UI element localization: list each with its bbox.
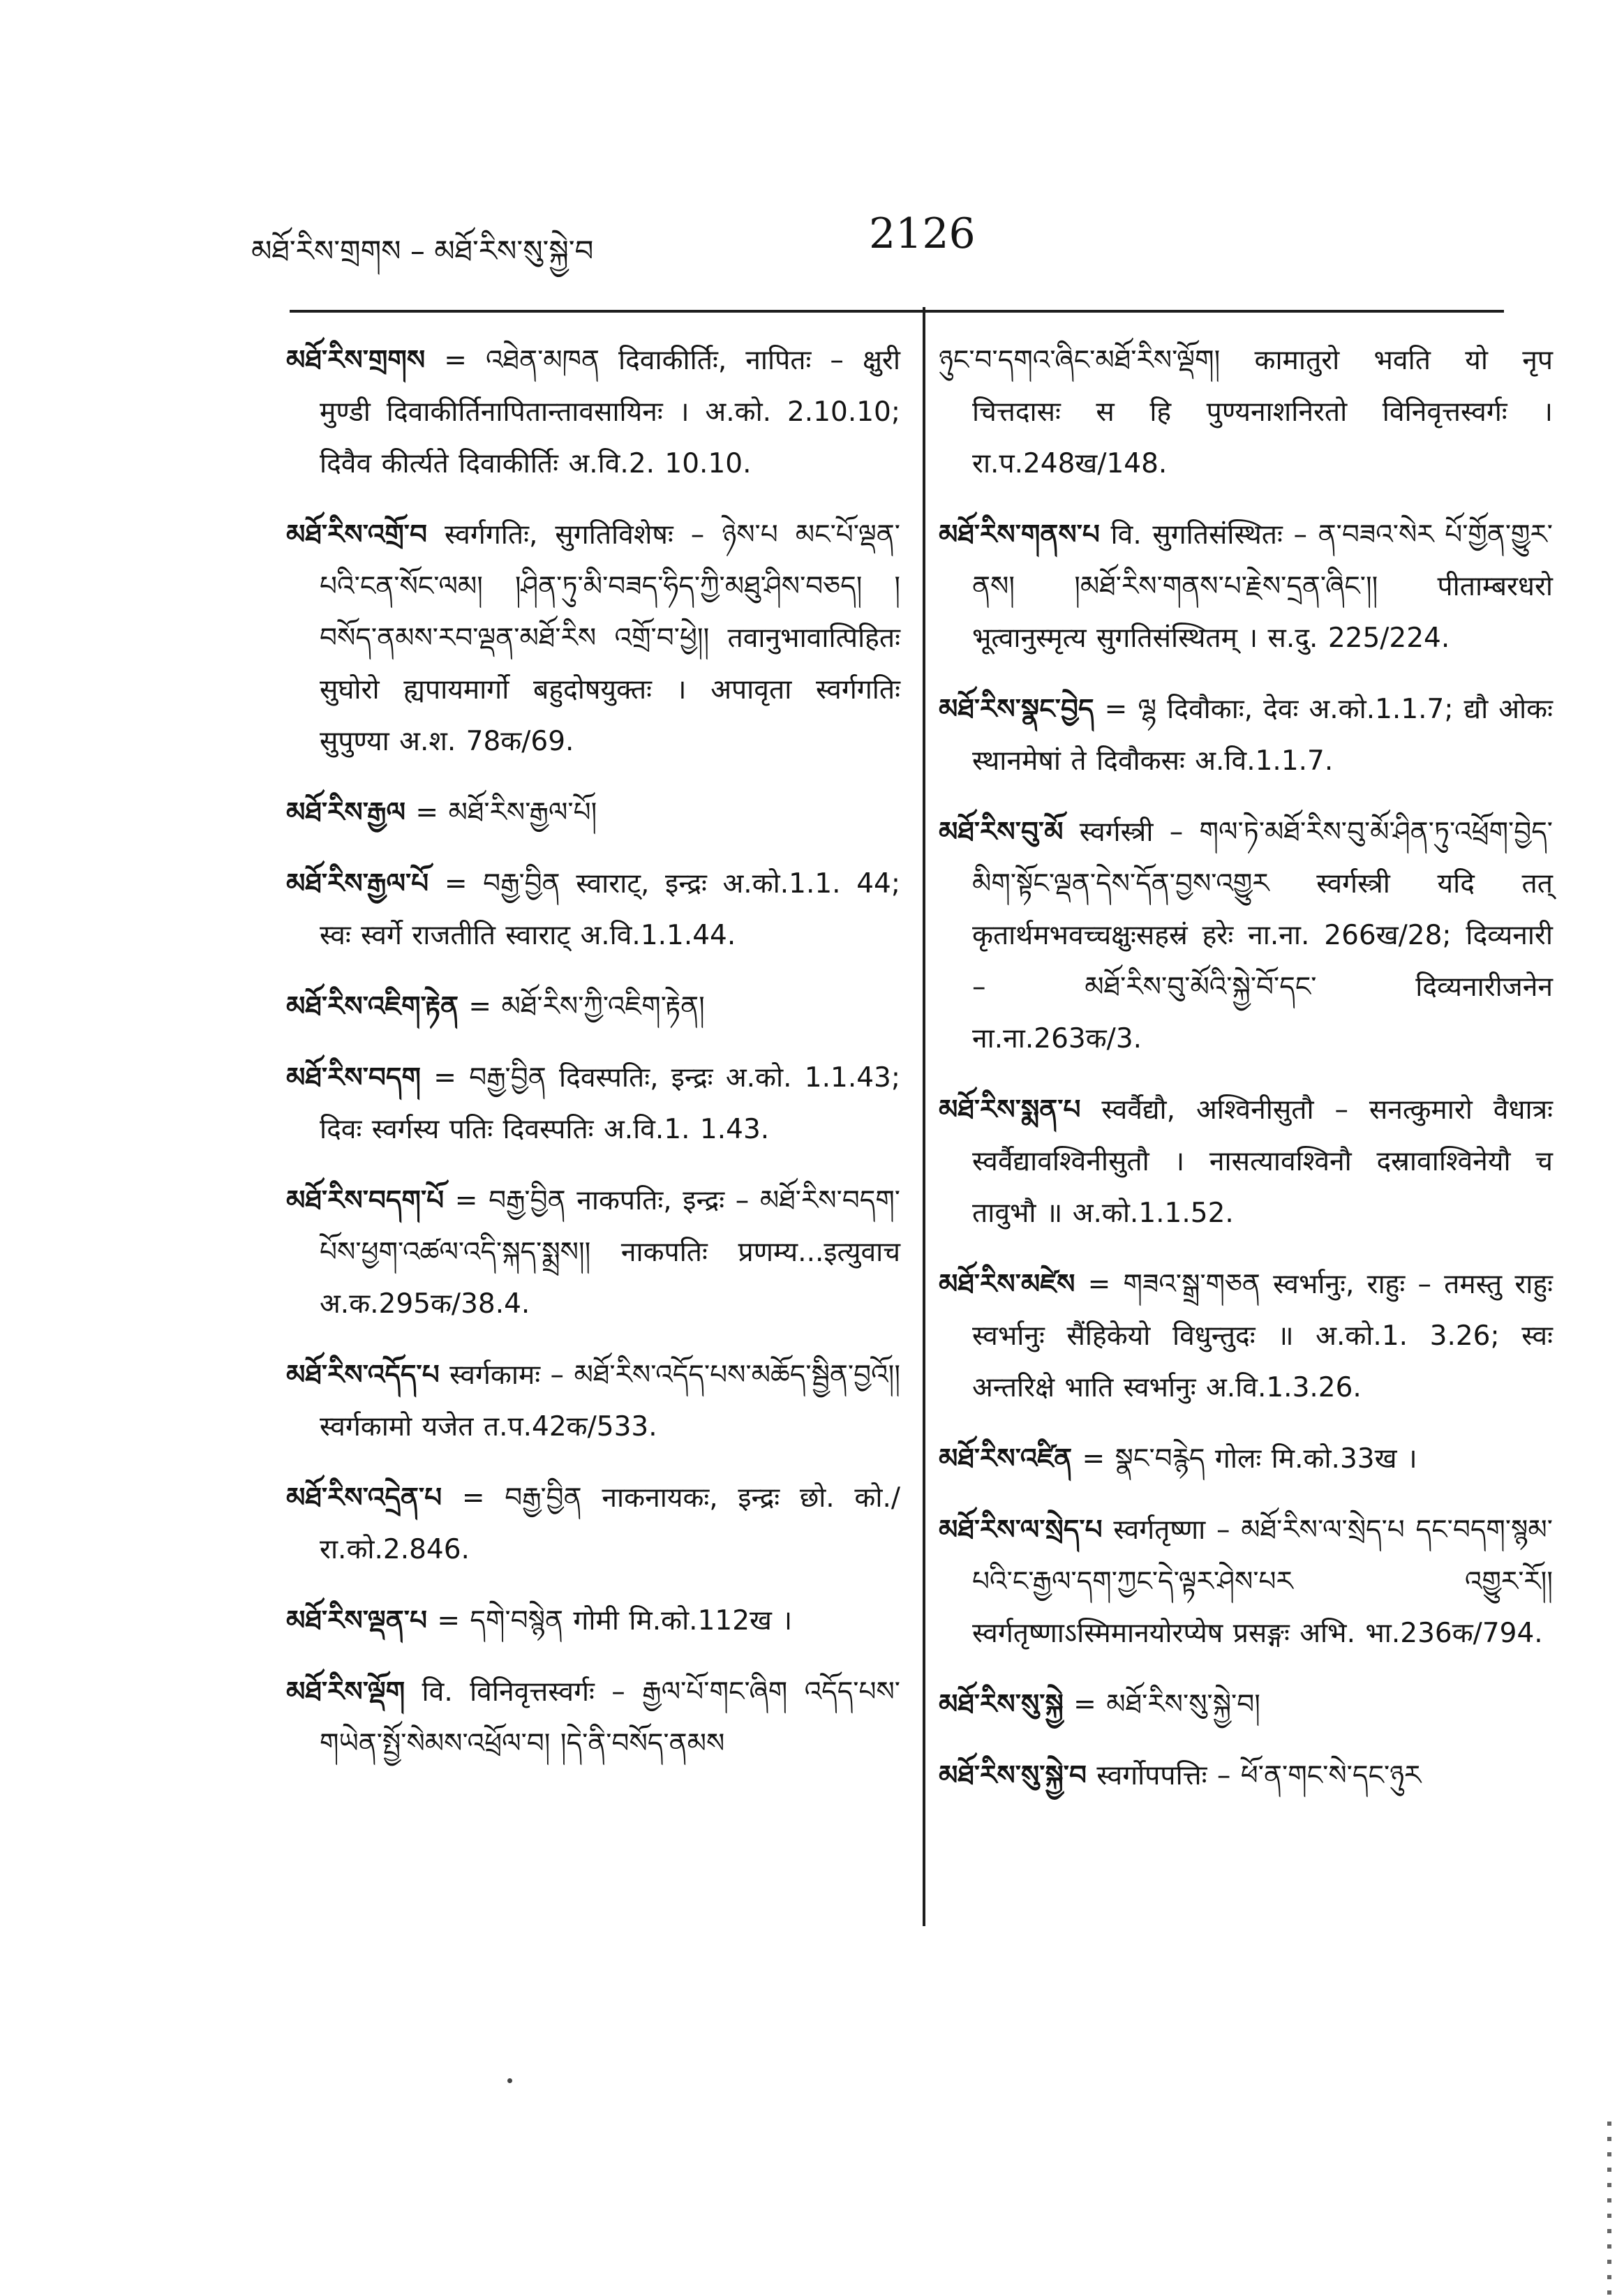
dictionary-entry	[939, 1084, 1553, 1239]
speck-mark	[507, 2078, 512, 2083]
entry-text: = གཟའ་སྒྲ་གཅན स्वर्भानुः, राहुः – तमस्तु राहुः स्वर्भानुः सैंहिकेयो विधुन्तुदः ॥ अ.को.1. 3.26; स्वः अन्तरिक्षे भाति स्वर्भानुः अ.वि.1.3.26.	[972, 1269, 1553, 1403]
entry-headword: མཐོ་རིས་གནས་པ	[939, 519, 1100, 551]
page-number: 2126	[869, 209, 976, 258]
entry-headword: མཐོ་རིས་རྒྱལ་པོ	[286, 868, 429, 900]
scan-edge-marks	[1607, 2122, 1611, 2296]
entry-text: स्वर्गतृष्णा – མཐོ་རིས་ལ་སྲེད་པ དང་བདག་སྙམ་པའི་ང་རྒྱལ་དག་ཀྱང་དེ་ལྟར་ཤེས་པར འགྱུར་རོ།། स्वर्गतृष्णाऽस्मिमानयोरप्येष प्रसङ्गः अभि. भा.236क/794.	[972, 1514, 1553, 1649]
entry-text: = བརྒྱ་བྱིན नाकनायकः, इन्द्रः छो. को./रा.को.2.846.	[320, 1482, 900, 1565]
entry-headword: མཐོ་རིས་སུ་སྐྱེ	[939, 1689, 1064, 1720]
dictionary-entry	[286, 787, 900, 839]
dictionary-entry	[286, 1667, 900, 1770]
entry-headword: མཐོ་རིས་ལྡན་པ	[286, 1605, 427, 1637]
entry-text: ཉུང་བ་དགའ་ཞིང་མཐོ་རིས་ལྡོག། कामातुरो भवति यो नृप चित्तदासः स हि पुण्यनाशनिरतो विनिवृत्तस्वर्गः । रा.प.248ख/148.	[939, 345, 1553, 479]
entry-headword: མཐོ་རིས་འགྲོ་བ	[286, 519, 427, 551]
running-head: མཐོ་རིས་གྲགས – མཐོ་རིས་སུ་སྐྱེ་བ	[251, 234, 594, 268]
left-column	[286, 335, 900, 1789]
entry-text: = དགེ་བསྙེན गोमी मि.को.112ख ।	[426, 1605, 793, 1637]
dictionary-entry	[939, 1505, 1553, 1660]
entry-headword: མཐོ་རིས་ལ་སྲེད་པ	[939, 1514, 1103, 1546]
entry-headword: མཐོ་རིས་བུ་མོ	[939, 817, 1064, 848]
dictionary-entry	[939, 684, 1553, 787]
column-divider	[923, 307, 925, 1926]
dictionary-entry	[939, 1679, 1553, 1731]
dictionary-entry	[939, 509, 1553, 664]
entry-text: = མཐོ་རིས་རྒྱལ་པོ།	[405, 797, 597, 828]
entry-text: = བརྒྱ་བྱིན स्वाराट्, इन्द्रः अ.को.1.1. 44; स्वः स्वर्गे राजतीति स्वाराट् अ.वि.1.1.44.	[320, 868, 900, 951]
entry-headword: མཐོ་རིས་ལྡོག	[286, 1676, 405, 1708]
entry-headword: མཐོ་རིས་འདྲེན་པ	[286, 1482, 442, 1514]
entry-headword: མཐོ་རིས་མཛེས	[939, 1269, 1075, 1300]
entry-headword: མཐོ་རིས་སུ་སྐྱེ་བ	[939, 1760, 1087, 1791]
entry-text: = བརྒྱ་བྱིན दिवस्पतिः, इन्द्रः अ.को. 1.1.43; दिवः स्वर्गस्य पतिः दिवस्पतिः अ.वि.1. 1.43.	[320, 1062, 900, 1145]
dictionary-entry	[286, 981, 900, 1033]
dictionary-entry	[286, 1473, 900, 1576]
entry-headword: མཐོ་རིས་བདག	[286, 1062, 421, 1094]
entry-headword: མཐོ་རིས་རྒྱལ	[286, 797, 405, 828]
page-header	[251, 209, 1507, 272]
dictionary-entry	[286, 1350, 900, 1453]
dictionary-entry	[286, 1175, 900, 1330]
entry-headword: མཐོ་རིས་བདག་པོ	[286, 1185, 445, 1216]
entry-text: स्वर्गस्त्री – གལ་ཏེ་མཐོ་རིས་བུ་མོ་ཤིན་ཏུ་འཕྲོག་བྱེད་མིག་སྟོང་ལྡན་དེས་དོན་བྱས་འགྱུར स्वर्गस्त्री यदि तत् कृतार्थमभवच्चक्षुःसहस्रं हरेः ना.ना. 266ख/28; दिव्यनारी – མཐོ་རིས་བུ་མོའི་སྐྱེ་བོ་དང་ दिव्यनारीजनेन ना.ना.263क/3.	[972, 817, 1553, 1054]
dictionary-entry	[939, 1750, 1553, 1802]
entry-text: = སྣང་བརྙེད गोलः मि.को.33ख ।	[1072, 1443, 1417, 1475]
entry-headword: མཐོ་རིས་སྨན་པ	[939, 1094, 1081, 1126]
entry-text: = མཐོ་རིས་ཀྱི་འཇིག་རྟེན།	[459, 991, 705, 1022]
entry-text: = མཐོ་རིས་སུ་སྐྱེ་བ།	[1063, 1689, 1260, 1720]
entry-text: = འཐེན་མཁན दिवाकीर्तिः, नापितः – क्षुरी मुण्डी दिवाकीर्तिनापितान्तावसायिनः । अ.को. 2.10.10; दिवैव कीर्त्यते दिवाकीर्तिः अ.वि.2. 10.10.	[320, 345, 900, 479]
entry-text: स्वर्गकामः – མཐོ་རིས་འདོད་པས་མཆོད་སྦྱིན་བྱའོ།། स्वर्गकामो यजेत त.प.42क/533.	[320, 1359, 900, 1443]
dictionary-entry	[286, 1595, 900, 1647]
entry-text: = བརྒྱ་བྱིན नाकपतिः, इन्द्रः – མཐོ་རིས་བདག་པོས་ཕྱག་འཚལ་འདི་སྐད་སྨྲས།། नाकपतिः प्रणम्य...इत्युवाच अ.क.295क/38.4.	[320, 1185, 900, 1320]
entry-headword: མཐོ་རིས་གྲགས	[286, 345, 426, 376]
entry-headword: མཐོ་རིས་སྣང་བྱེད	[939, 694, 1094, 725]
header-rule	[290, 310, 1504, 313]
entry-text: = ལྷ दिवौकाः, देवः अ.को.1.1.7; द्यौ ओकः स्थानमेषां ते दिवौकसः अ.वि.1.1.7.	[972, 694, 1553, 777]
dictionary-entry	[939, 1259, 1553, 1414]
dictionary-entry	[286, 509, 900, 768]
entry-headword: མཐོ་རིས་འཛིན	[939, 1443, 1073, 1475]
right-column	[939, 335, 1553, 1821]
entry-text: वि. सुगतिसंस्थितः – ན་བཟའ་སེར པོ་གྱོན་གྱུར་ནས། །མཐོ་རིས་གནས་པ་རྗེས་དྲན་ཞིང་།། पीताम्बरधरो भूत्वानुस्मृत्य सुगतिसंस्थितम् । स.दु. 225/224.	[972, 519, 1553, 654]
entry-headword: མཐོ་རིས་འཇིག་རྟེན	[286, 991, 459, 1022]
dictionary-entry	[939, 807, 1553, 1065]
dictionary-entry	[939, 335, 1553, 490]
dictionary-entry	[286, 335, 900, 490]
entry-text: स्वर्गोपपत्तिः – ཕོ་ན་གང་སེ་དང་ཉུར	[1086, 1760, 1422, 1791]
entry-text: स्वर्गगतिः, सुगतिविशेषः – ཉེས་པ མང་པོ་ལྡན་པའི་ངན་སོང་ལམ། །ཤིན་ཏུ་མི་བཟད་ཧིད་ཀྱི་མཐུ་ཤིས་བཅད། །བསོད་ནམས་རབ་ལྡན་མཐོ་རིས འགྲོ་བ་ཕྱེ།། तवानुभावात्पिहितः सुघोरो ह्यपायमार्गो बहुदोषयुक्तः । अपावृता स्वर्गगतिः सुपुण्या अ.श. 78क/69.	[320, 519, 900, 757]
dictionary-entry	[939, 1433, 1553, 1485]
entry-text: वि. विनिवृत्तस्वर्गः – རྒྱལ་པོ་གང་ཞིག འདོད་པས་གཡེན་སྤྱོ་སེམས་འཕྲོལ་བ། །དེ་ནི་བསོད་ནམས	[320, 1676, 900, 1759]
entry-text: स्वर्वैद्यौ, अश्विनीसुतौ – सनत्कुमारो वैधात्रः स्वर्वैद्यावश्विनीसुतौ । नासत्यावश्विनौ दस्रावाश्विनेयौ च तावुभौ ॥ अ.को.1.1.52.	[972, 1094, 1553, 1229]
dictionary-entry	[286, 858, 900, 962]
dictionary-entry	[286, 1052, 900, 1156]
entry-headword: མཐོ་རིས་འདོད་པ	[286, 1359, 440, 1391]
